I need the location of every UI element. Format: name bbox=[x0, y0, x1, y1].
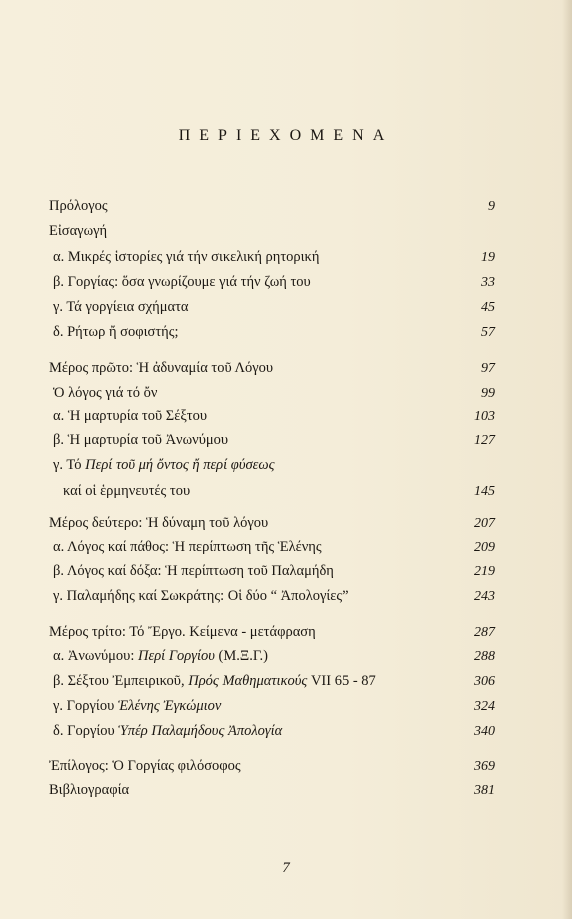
toc-entry-label: γ. Τά γοργίεια σχήματα bbox=[53, 299, 189, 315]
toc-entry bbox=[49, 223, 495, 245]
toc-entry-label: δ. Ρήτωρ ἤ σοφιστής; bbox=[53, 324, 179, 340]
toc-entry bbox=[49, 408, 495, 430]
toc-entry-label bbox=[49, 457, 455, 474]
toc-entry bbox=[49, 723, 495, 745]
toc-entry-title-italic: Ὑπέρ Παλαμήδους Ἀπολογία bbox=[118, 723, 283, 739]
toc-entry bbox=[49, 624, 495, 646]
toc-entry-title-italic: Περί Γοργίου bbox=[138, 648, 215, 664]
toc-entry-label: β. Γοργίας: ὅσα γνωρίζουμε γιά τήν ζωή του bbox=[53, 274, 311, 290]
toc-entry-label: α. Ἡ μαρτυρία τοῦ Σέξτου bbox=[53, 408, 208, 424]
toc-entry-page: 145 bbox=[474, 484, 495, 499]
toc-entry-label: Βιβλιογραφία bbox=[49, 782, 130, 798]
page-number: 7 bbox=[282, 860, 290, 876]
toc-entry-page: 306 bbox=[474, 674, 495, 689]
toc-entry bbox=[49, 198, 495, 220]
toc-entry bbox=[49, 385, 495, 407]
toc-entry bbox=[49, 457, 495, 479]
toc-entry-page: 57 bbox=[481, 325, 495, 340]
toc-entry-label: β. Λόγος καί δόξα: Ἡ περίπτωση τοῦ Παλαμήδη bbox=[53, 563, 334, 579]
toc-entry-label: Ὁ λόγος γιά τό ὄν bbox=[53, 385, 158, 401]
toc-entry-page: 288 bbox=[474, 649, 495, 664]
toc-entry bbox=[49, 782, 495, 804]
toc-entry-page: 99 bbox=[481, 386, 495, 401]
toc-entry bbox=[49, 648, 495, 670]
toc-entry bbox=[49, 673, 495, 695]
toc-entry-page: 127 bbox=[474, 433, 495, 448]
toc-entry-page: 340 bbox=[474, 724, 495, 739]
toc-entry-page: 324 bbox=[474, 699, 495, 714]
toc-entry-page: 33 bbox=[481, 275, 495, 290]
toc-entry-label: α. Λόγος καί πάθος: Ἡ περίπτωση τῆς Ἑλένης bbox=[53, 539, 322, 555]
toc-entry-label bbox=[49, 698, 455, 715]
toc-entry-page: 19 bbox=[481, 250, 495, 265]
toc-entry bbox=[49, 249, 495, 271]
toc-entry bbox=[49, 274, 495, 296]
toc-entry-label bbox=[49, 648, 455, 665]
toc-entry-label: Μέρος δεύτερο: Ἡ δύναμη τοῦ λόγου bbox=[49, 515, 269, 531]
toc-entry bbox=[49, 515, 495, 537]
toc-entry-label bbox=[49, 723, 455, 740]
toc-entry-label bbox=[49, 673, 455, 690]
toc-entry-page: 103 bbox=[474, 409, 495, 424]
toc-entry-page: 45 bbox=[481, 300, 495, 315]
toc-entry-label-suffix: (Μ.Ξ.Γ.) bbox=[214, 648, 268, 664]
toc-entry-label-prefix: β. Σέξτου Ἐμπειρικοῦ, bbox=[53, 673, 189, 689]
toc-entry bbox=[49, 698, 495, 720]
toc-entry-page: 369 bbox=[474, 759, 495, 774]
toc-entry-label: β. Ἡ μαρτυρία τοῦ Ἀνωνύμου bbox=[53, 432, 229, 448]
toc-entry-page: 209 bbox=[474, 540, 495, 555]
toc-entry-page: 9 bbox=[488, 199, 495, 214]
toc-entry-page: 207 bbox=[474, 516, 495, 531]
toc-entry-page: 243 bbox=[474, 589, 495, 604]
toc-entry-label: γ. Παλαμήδης καί Σωκράτης: Οἱ δύο “ Ἀπολογίες” bbox=[53, 588, 349, 604]
toc-entry-label-suffix: VII 65 - 87 bbox=[307, 673, 376, 689]
toc-entry bbox=[49, 563, 495, 585]
toc-entry bbox=[49, 360, 495, 382]
toc-entry-page: 97 bbox=[481, 361, 495, 376]
toc-entry-label: Εἰσαγωγή bbox=[49, 223, 108, 239]
toc-entry-title-italic: Περί τοῦ μή ὄντος ἤ περί φύσεως bbox=[85, 457, 275, 473]
toc-entry-title-italic: Ἑλένης Ἐγκώμιον bbox=[117, 698, 222, 714]
toc-entry bbox=[49, 539, 495, 561]
toc-entry-label-prefix: α. Ἀνωνύμου: bbox=[53, 648, 139, 664]
toc-entry-label-prefix: γ. Τό bbox=[53, 457, 86, 473]
toc-entry-label: Μέρος πρῶτο: Ἡ ἀδυναμία τοῦ Λόγου bbox=[49, 360, 274, 376]
toc-entry-title-italic: Πρός Μαθηματικούς bbox=[188, 673, 308, 689]
toc-entry bbox=[49, 432, 495, 454]
toc-entry bbox=[49, 299, 495, 321]
page-title: ΠΕΡΙΕΧΟΜΕΝΑ bbox=[178, 127, 394, 144]
toc-entry-label: α. Μικρές ἱστορίες γιά τήν σικελική ρητορική bbox=[53, 249, 320, 265]
toc-entry-page: 287 bbox=[474, 625, 495, 640]
toc-entry-page: 219 bbox=[474, 564, 495, 579]
toc-entry-label: Πρόλογος bbox=[49, 198, 108, 214]
toc-entry bbox=[49, 588, 495, 610]
toc-entry-page: 381 bbox=[474, 783, 495, 798]
toc-entry-label: Ἐπίλογος: Ὁ Γοργίας φιλόσοφος bbox=[49, 758, 241, 774]
toc-entry-label: Μέρος τρίτο: Τό Ἔργο. Κείμενα - μετάφραση bbox=[49, 624, 316, 640]
toc-entry bbox=[49, 483, 495, 505]
toc-entry bbox=[49, 324, 495, 346]
toc-entry bbox=[49, 758, 495, 780]
toc-entry-label-prefix: γ. Γοργίου bbox=[53, 698, 118, 714]
toc-entry-label-prefix: δ. Γοργίου bbox=[53, 723, 119, 739]
toc-entry-label: καί οἱ ἑρμηνευτές του bbox=[63, 483, 191, 499]
